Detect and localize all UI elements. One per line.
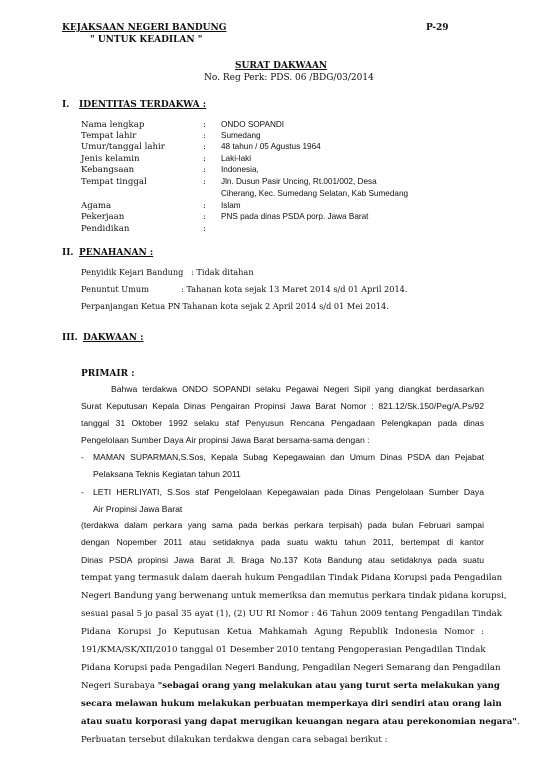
section-2-number: II. [62, 248, 74, 258]
text-run: Negeri Surabaya [81, 681, 158, 691]
document-title: SURAT DAKWAAN [235, 61, 328, 71]
section-1-heading: IDENTITAS TERDAKWA : [79, 100, 207, 110]
section-3-number: III. [62, 333, 78, 343]
text-line [81, 717, 520, 727]
field-value: Jln. Dusun Pasir Uncing, Rt.001/002, Desa [221, 177, 377, 186]
text-line: Negeri Bandung yang berwenang untuk memeriksa dan memutus perkara tindak pidana korupsi, [81, 591, 507, 601]
field-colon: : [203, 212, 206, 222]
field-colon: : [203, 224, 206, 234]
bullet-mark: - [81, 487, 84, 497]
field-value: Islam [221, 201, 241, 210]
text-line: Pidana Korupsi pada Pengadilan Negeri Bandung, Pengadilan Negeri Semarang dan Pengadilan [81, 663, 501, 673]
org-name: KEJAKSAAN NEGERI BANDUNG [62, 23, 227, 33]
detention-label: Penyidik Kejari Bandung [81, 267, 184, 277]
text-line [81, 681, 500, 691]
field-label: Tempat lahir [81, 131, 137, 141]
registration-number: No. Reg Perk: PDS. 06 /BDG/03/2014 [204, 73, 374, 83]
field-colon: : [203, 201, 206, 211]
text-line: tanggal 31 Oktober 1992 selaku staf Penyusun Rencana Pengadaan Pelengkapan pada dinas [81, 418, 484, 428]
bold-quote: atau suatu korporasi yang dapat merugikan keuangan negara atau perekonomian negara" [81, 717, 517, 727]
field-label: Agama [81, 201, 112, 211]
identity-row [81, 224, 481, 237]
field-colon: : [203, 142, 206, 152]
text-line: Bahwa terdakwa ONDO SOPANDI selaku Pegawai Negeri Sipil yang diangkat berdasarkan [111, 384, 484, 394]
text-line: 191/KMA/SK/XII/2010 tanggal 01 Desember 2010 tentang Pengoperasian Pengadilan Tindak [81, 645, 486, 655]
field-value: PNS pada dinas PSDA porp. Jawa Barat [221, 212, 369, 221]
text-line: Pengelolaan Sumber Daya Air propinsi Jawa Barat bersama-sama dengan : [81, 435, 370, 445]
bold-quote: "sebagai orang yang melakukan atau yang turut serta melakukan yang [157, 681, 500, 691]
text-line: Dinas PSDA propinsi Jawa Barat Jl. Braga No.137 Kota Bandung atau setidaknya pada suatu [81, 555, 484, 565]
list-item: LETI HERLIYATI, S.Sos staf Pengelolaan Kepegawaian pada Dinas Pengelolaan Sumber Daya [93, 487, 484, 497]
primair-heading: PRIMAIR : [81, 369, 135, 379]
identity-row [81, 177, 481, 198]
text-run: . [516, 717, 520, 727]
list-item: MAMAN SUPARMAN,S.Sos, Kepala Subag Kepegawaian dan Umum Dinas PSDA dan Pejabat [93, 452, 484, 462]
field-label: Pendidikan [81, 224, 130, 234]
detention-value: : Tidak ditahan [191, 267, 254, 277]
field-colon: : [203, 165, 206, 175]
detention-label: Penuntut Umum [81, 284, 149, 294]
field-value: ONDO SOPANDI [221, 120, 285, 129]
text-line: tempat yang termasuk dalam daerah hukum Pengadilan Tindak Pidana Korupsi pada Pengadilan [81, 573, 503, 583]
field-colon: : [203, 131, 206, 141]
charge-paragraph-2 [81, 520, 520, 780]
field-colon: : [203, 177, 206, 187]
text-line: Surat Keputusan Kepala Dinas Pengairan Propinsi Jawa Barat Nomor : 821.12/Sk.150/Peg/A.Ps/92 [81, 401, 484, 411]
list-item: Air Propinsi Jawa Barat [93, 504, 183, 514]
field-label: Tempat tinggal [81, 177, 147, 187]
field-colon: : [203, 120, 206, 130]
form-code: P-29 [426, 23, 449, 33]
closing-line: Perbuatan tersebut dilakukan terdakwa dengan cara sebagai berikut : [81, 735, 388, 745]
field-value: Indonesia, [221, 165, 259, 174]
bullet-mark: - [81, 452, 84, 462]
section-1-number: I. [62, 100, 70, 110]
field-label: Nama lengkap [81, 120, 145, 130]
text-line: Pidana Korupsi Jo Keputusan Ketua Mahkamah Agung Republik Indonesia Nomor : [81, 627, 484, 637]
field-label: Pekerjaan [81, 212, 125, 222]
field-value: Laki-laki [221, 154, 252, 163]
detention-label: Perpanjangan Ketua PN [81, 301, 181, 311]
detention-value: : Tahanan kota sejak 13 Maret 2014 s/d 01 April 2014. [181, 284, 408, 294]
section-2-heading: PENAHANAN : [79, 248, 154, 258]
field-label: Umur/tanggal lahir [81, 142, 165, 152]
field-value: 48 tahun / 05 Agustus 1964 [221, 142, 321, 151]
section-3-heading: DAKWAAN : [83, 333, 144, 343]
charge-paragraph-1 [81, 384, 484, 454]
field-colon: : [203, 154, 206, 164]
motto: " UNTUK KEADILAN " [90, 35, 203, 45]
list-item: Pelaksana Teknis Kegiatan tahun 2011 [93, 469, 241, 479]
field-value: Sumedang [221, 131, 261, 140]
field-label: Jenis kelamin [81, 154, 140, 164]
text-line: sesuai pasal 5 jo pasal 35 ayat (1), (2) UU RI Nomor : 46 Tahun 2009 tentang Pengadilan Tindak [81, 609, 502, 619]
text-line: dengan Nopember 2011 atau setidaknya pada suatu waktu tahun 2011, bertempat di kantor [81, 537, 484, 547]
bold-quote: secara melawan hukum melakukan perbuatan memperkaya diri sendiri atau orang lain [81, 699, 502, 709]
text-line: (terdakwa dalam perkara yang sama pada berkas perkara terpisah) pada bulan Februari sampai [81, 520, 484, 530]
co-defendant-list [81, 452, 484, 522]
detention-value: : Tahanan kota sejak 2 April 2014 s/d 01 Mei 2014. [177, 301, 389, 311]
field-value-continued: Ciherang, Kec. Sumedang Selatan, Kab Sumedang [221, 189, 409, 198]
field-label: Kebangsaan [81, 165, 135, 175]
